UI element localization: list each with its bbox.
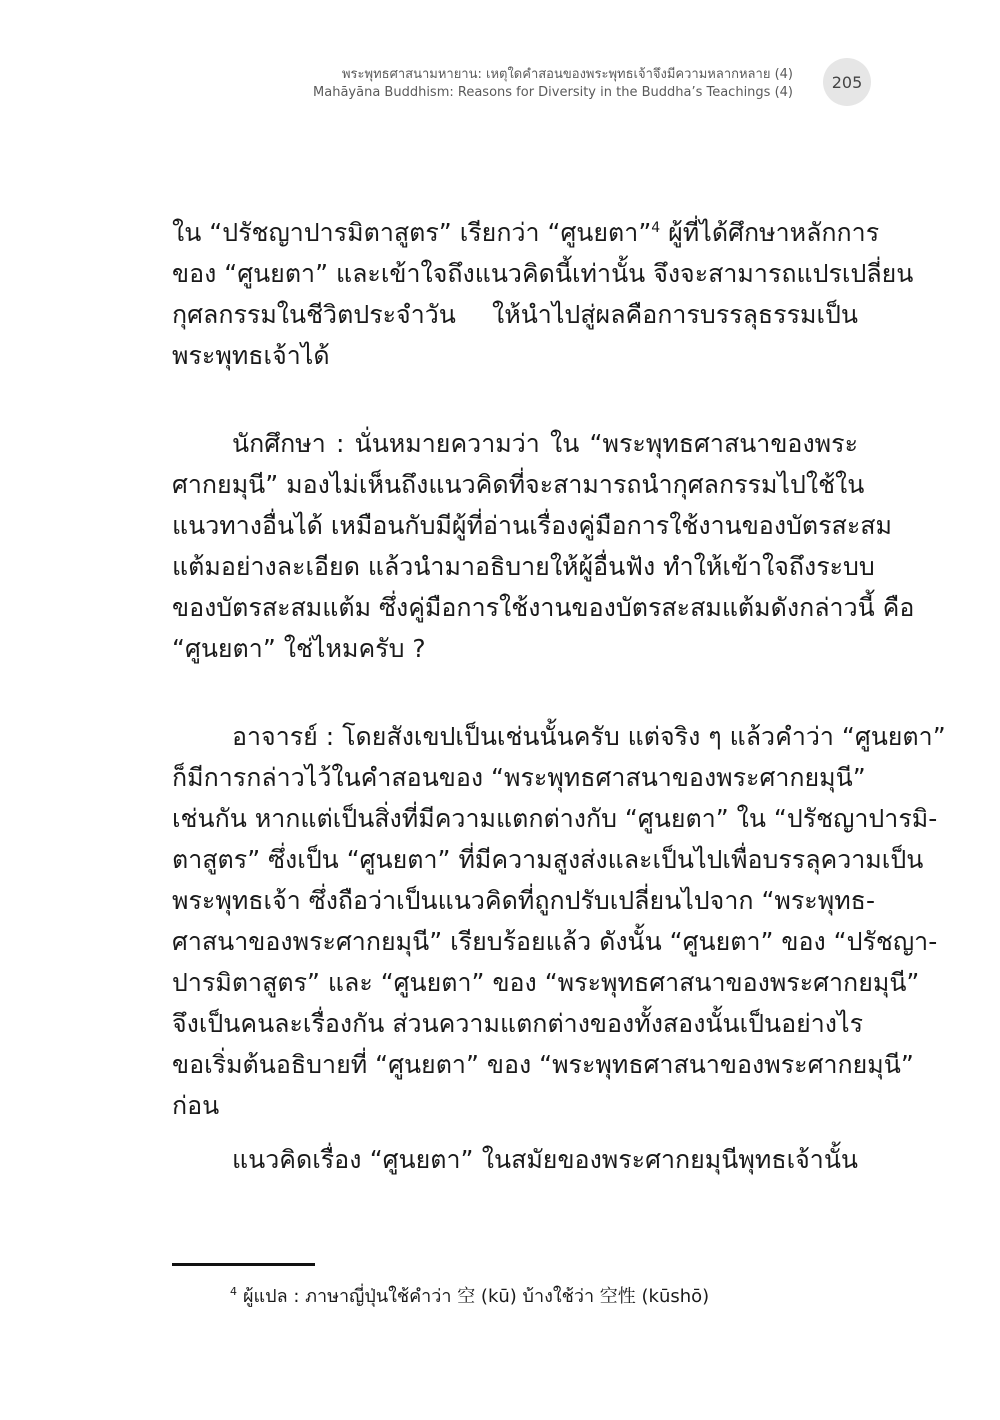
- footnote-divider: [172, 1263, 315, 1266]
- p3-line-2: ก็มีการกล่าวไว้ในคำสอนของ “พระพุทธศาสนาของพระศากยมุนี”: [172, 763, 866, 792]
- header-title-english: Mahāyāna Buddhism: Reasons for Diversity in the Buddha’s Teachings (4): [313, 85, 793, 100]
- running-header: [313, 66, 793, 102]
- p2-line-3: แนวทางอื่นได้ เหมือนกับมีผู้ที่อ่านเรื่องคู่มือการใช้งานของบัตรสะสม: [172, 511, 892, 540]
- footnote-number: 4: [230, 1285, 237, 1298]
- page-number-badge: 205: [823, 58, 871, 106]
- p4-line-1: แนวคิดเรื่อง “ศูนยตา” ในสมัยของพระศากยมุนีพุทธเจ้านั้น: [232, 1145, 858, 1174]
- p3-line-10: ก่อน: [172, 1091, 220, 1120]
- header-title-thai: พระพุทธศาสนามหายาน: เหตุใดคำสอนของพระพุทธเจ้าจึงมีความหลากหลาย (4): [341, 67, 793, 82]
- footnote: [230, 1283, 709, 1311]
- p3-line-5: พระพุทธเจ้า ซึ่งถือว่าเป็นแนวคิดที่ถูกปรับเปลี่ยนไปจาก “พระพุทธ-: [172, 886, 875, 915]
- p3-line-4: ตาสูตร” ซึ่งเป็น “ศูนยตา” ที่มีความสูงส่งและเป็นไปเพื่อบรรลุความเป็น: [172, 845, 924, 874]
- p2-line-6: “ศูนยตา” ใช่ไหมครับ ?: [172, 634, 426, 663]
- p3-line-6: ศาสนาของพระศากยมุนี” เรียบร้อยแล้ว ดังนั้น “ศูนยตา” ของ “ปรัชญา-: [172, 927, 938, 956]
- p2-line-1: นักศึกษา : นั่นหมายความว่า ใน “พระพุทธศาสนาของพระ: [232, 429, 858, 458]
- p1-line-1-text: ใน “ปรัชญาปารมิตาสูตร” เรียกว่า “ศูนยตา”: [172, 218, 652, 247]
- p3-line-7: ปารมิตาสูตร” และ “ศูนยตา” ของ “พระพุทธศาสนาของพระศากยมุนี”: [172, 968, 920, 997]
- p1-line-2: ของ “ศูนยตา” และเข้าใจถึงแนวคิดนี้เท่านั้น จึงจะสามารถแปรเปลี่ยน: [172, 259, 914, 288]
- p1-line-1: [172, 213, 880, 253]
- footnote-text: ผู้แปล : ภาษาญี่ปุ่นใช้คำว่า 空 (kū) บ้างใช้ว่า 空性 (kūshō): [243, 1286, 710, 1307]
- p1-line-1-text-cont: ผู้ที่ได้ศึกษาหลักการ: [660, 218, 880, 247]
- p2-line-5: ของบัตรสะสมแต้ม ซึ่งคู่มือการใช้งานของบัตรสะสมแต้มดังกล่าวนี้ คือ: [172, 593, 915, 622]
- p3-line-3: เช่นกัน หากแต่เป็นสิ่งที่มีความแตกต่างกับ “ศูนยตา” ใน “ปรัชญาปารมิ-: [172, 804, 938, 833]
- p3-line-9: ขอเริ่มต้นอธิบายที่ “ศูนยตา” ของ “พระพุทธศาสนาของพระศากยมุนี”: [172, 1050, 914, 1079]
- p2-line-2: ศากยมุนี” มองไม่เห็นถึงแนวคิดที่จะสามารถนำกุศลกรรมไปใช้ใน: [172, 470, 865, 499]
- p3-line-8: จึงเป็นคนละเรื่องกัน ส่วนความแตกต่างของทั้งสองนั้นเป็นอย่างไร: [172, 1009, 863, 1038]
- p2-line-4: แต้มอย่างละเอียด แล้วนำมาอธิบายให้ผู้อื่นฟัง ทำให้เข้าใจถึงระบบ: [172, 552, 875, 581]
- p1-line-4: พระพุทธเจ้าได้: [172, 341, 330, 370]
- footnote-reference[interactable]: 4: [651, 220, 661, 236]
- p1-line-3: กุศลกรรมในชีวิตประจำวัน ให้นำไปสู่ผลคือการบรรลุธรรมเป็น: [172, 300, 858, 329]
- p3-line-1: อาจารย์ : โดยสังเขปเป็นเช่นนั้นครับ แต่จริง ๆ แล้วคำว่า “ศูนยตา”: [232, 722, 946, 751]
